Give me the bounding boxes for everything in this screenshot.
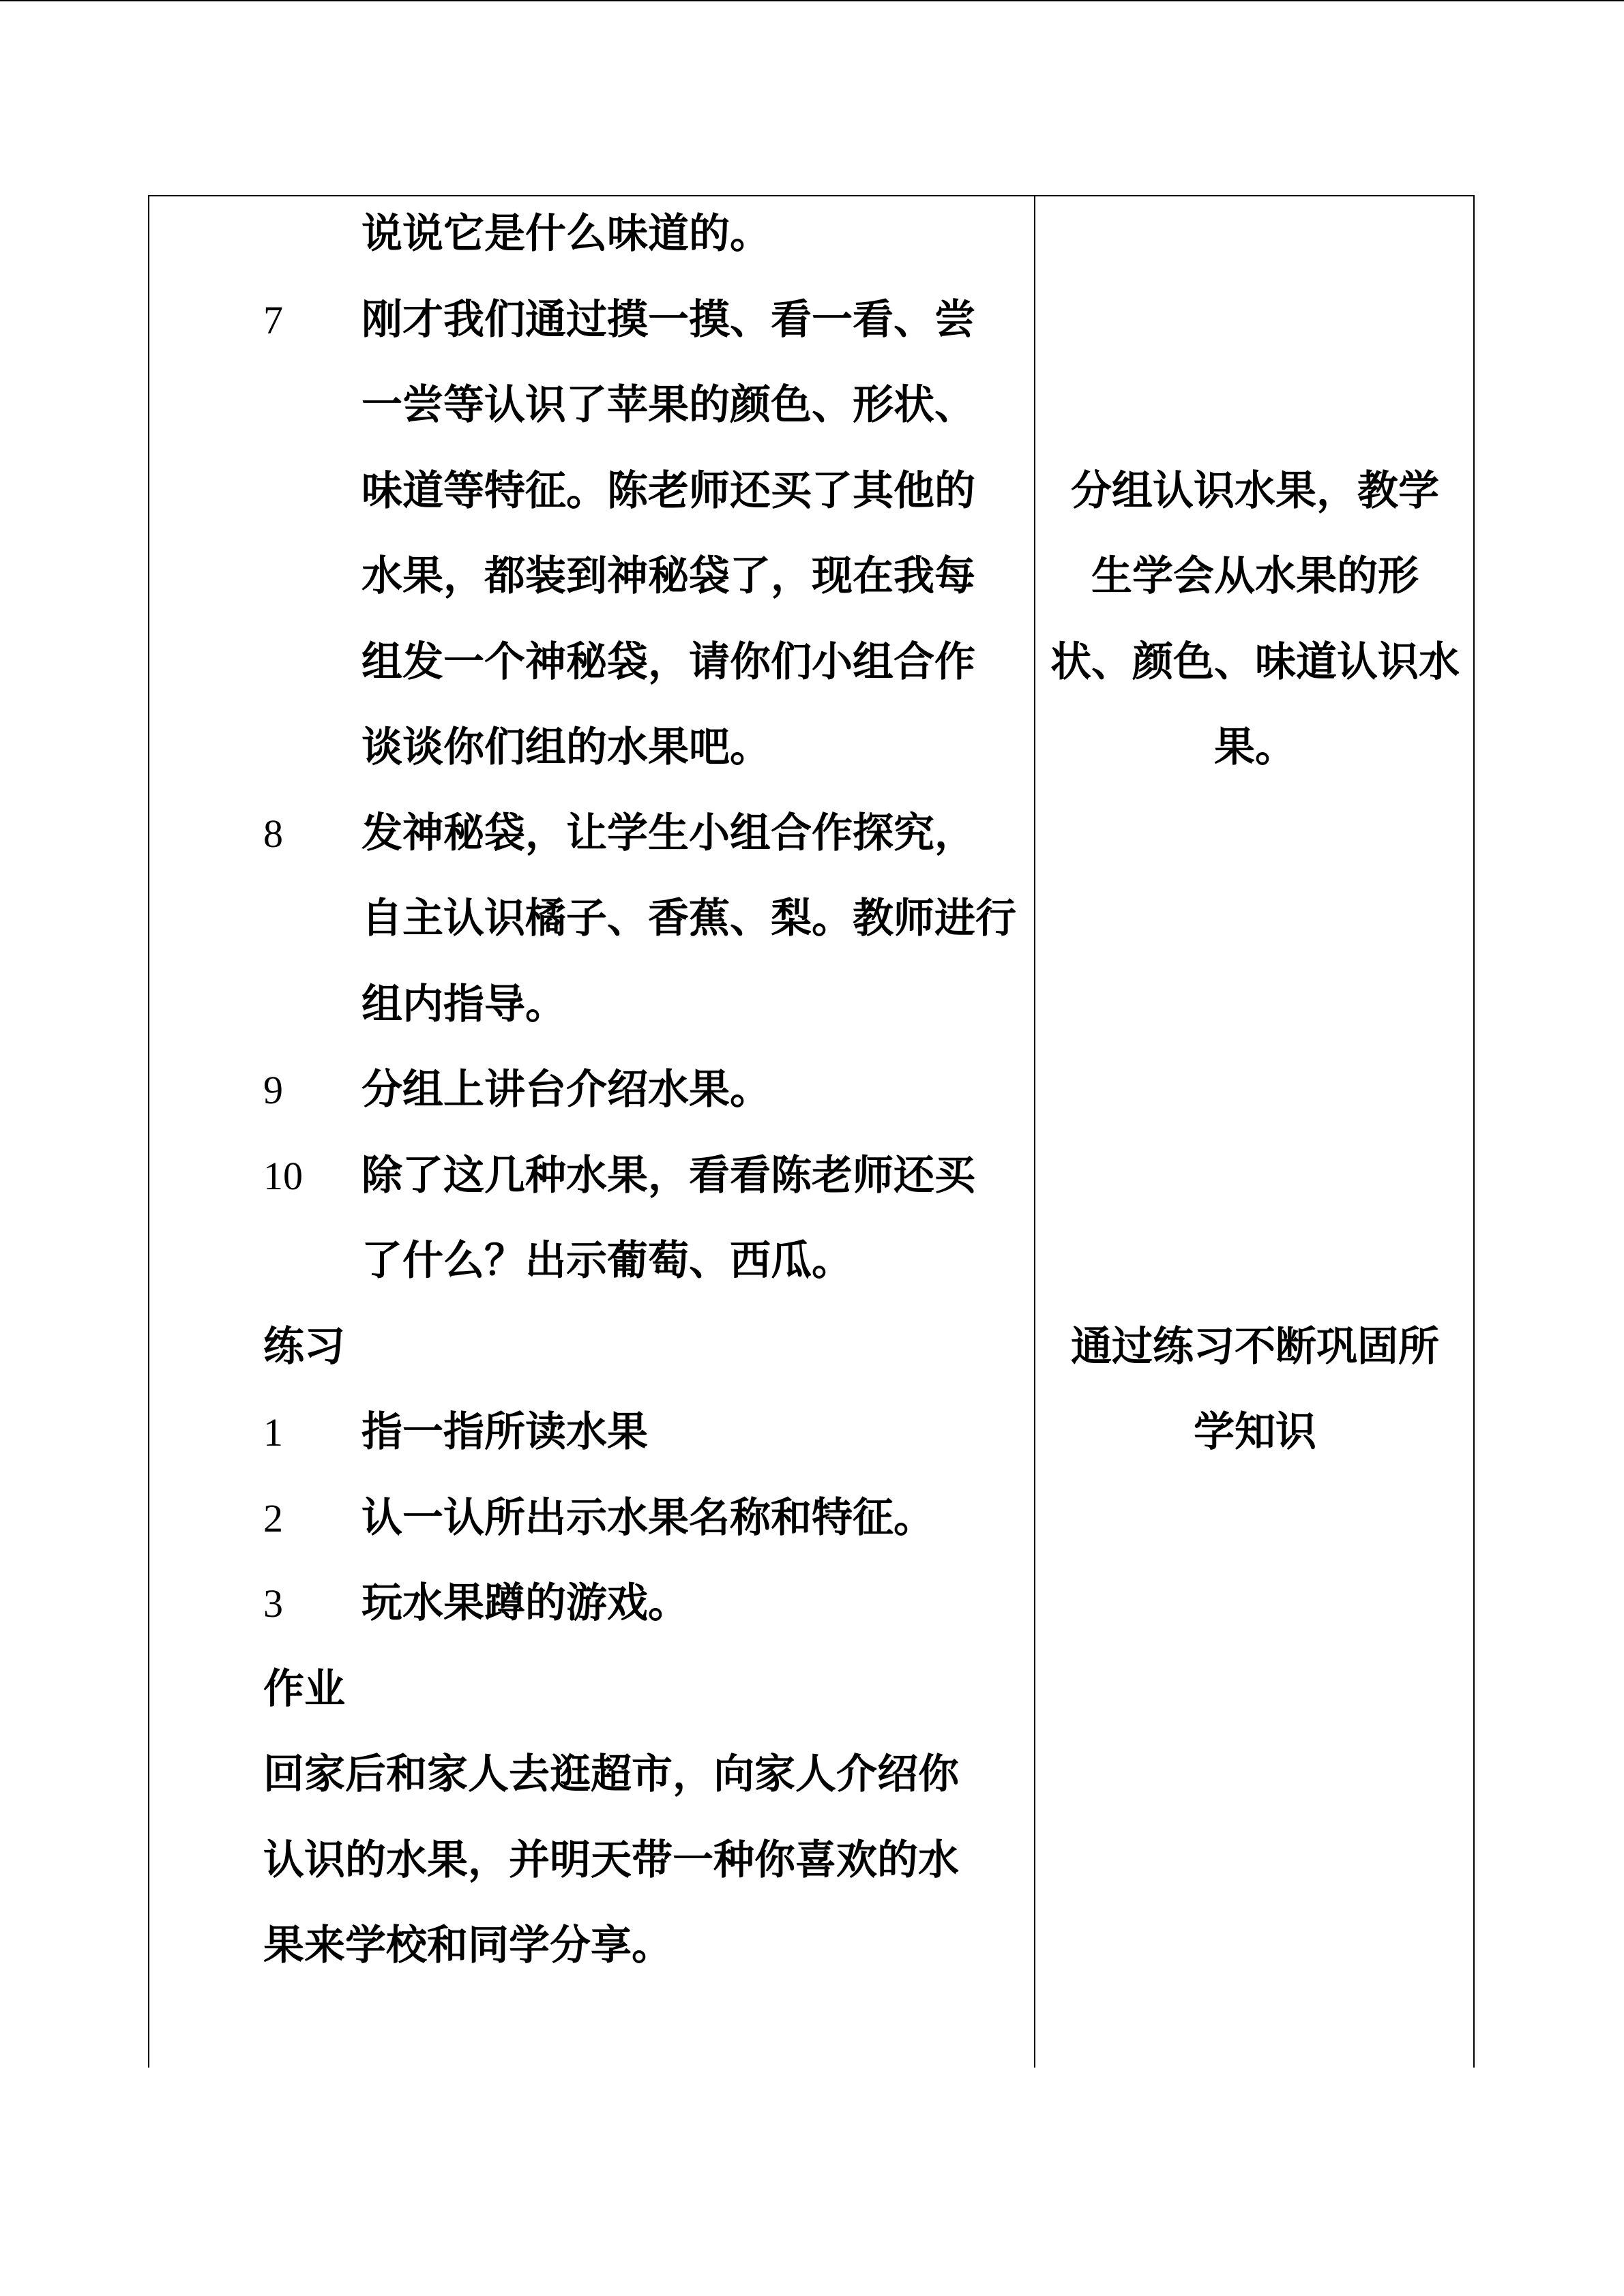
step-7-line bbox=[0, 363, 1034, 449]
step-7-line bbox=[0, 449, 1034, 535]
step-8-line bbox=[0, 962, 1034, 1048]
homework-line bbox=[0, 1732, 1034, 1818]
step-text: 了什么？出示葡萄、西瓜。 bbox=[361, 1237, 853, 1285]
step-9-line bbox=[0, 1047, 1034, 1133]
step-text: 水果，都装到神秘袋了，现在我每 bbox=[361, 552, 975, 600]
note-line: 生学会从水果的形 bbox=[1091, 552, 1419, 600]
step-10-line bbox=[0, 1219, 1034, 1304]
step-number: 10 bbox=[263, 1153, 303, 1198]
page-top-border bbox=[0, 0, 1624, 1]
homework-heading: 作业 bbox=[263, 1665, 345, 1713]
note-line: 分组认识水果，教学 bbox=[1071, 466, 1439, 515]
step-text: 发神秘袋，让学生小组合作探究， bbox=[361, 809, 975, 857]
step-text: 刚才我们通过摸一摸、看一看、尝 bbox=[361, 295, 975, 344]
step-8-line bbox=[0, 876, 1034, 962]
step-7-line bbox=[0, 278, 1034, 363]
step-8-line bbox=[0, 791, 1034, 877]
note-line: 状、颜色、味道认识水 bbox=[1050, 638, 1460, 686]
step-text: 组内指导。 bbox=[361, 980, 566, 1028]
step-7-line bbox=[0, 534, 1034, 620]
step-text: 一尝等认识了苹果的颜色、形状、 bbox=[361, 381, 975, 429]
design-note-group-recognition bbox=[1035, 449, 1475, 791]
step-text: 分组上讲台介绍水果。 bbox=[361, 1066, 771, 1114]
step-continuation-line bbox=[0, 192, 1034, 278]
practice-text: 指一指所读水果 bbox=[361, 1408, 648, 1456]
practice-item bbox=[0, 1390, 1034, 1476]
practice-item bbox=[0, 1561, 1034, 1647]
practice-heading-row bbox=[0, 1304, 1034, 1390]
practice-text: 玩水果蹲的游戏。 bbox=[361, 1579, 689, 1627]
step-text: 说说它是什么味道的。 bbox=[361, 210, 771, 258]
note-line: 学知识 bbox=[1194, 1408, 1316, 1456]
practice-number: 1 bbox=[263, 1410, 283, 1455]
step-text: 自主认识橘子、香蕉、梨。教师进行 bbox=[361, 895, 1016, 942]
step-number: 8 bbox=[263, 811, 283, 856]
step-number: 7 bbox=[263, 297, 283, 342]
practice-text: 认一认所出示水果名称和特征。 bbox=[361, 1493, 934, 1542]
step-10-line bbox=[0, 1133, 1034, 1219]
step-7-line bbox=[0, 705, 1034, 791]
practice-item bbox=[0, 1476, 1034, 1562]
homework-text: 回家后和家人去逛超市，向家人介绍你 bbox=[263, 1750, 959, 1798]
teaching-process-column bbox=[0, 192, 1034, 1989]
note-line: 果。 bbox=[1214, 724, 1296, 771]
practice-number: 2 bbox=[263, 1495, 283, 1540]
step-7-line bbox=[0, 620, 1034, 706]
practice-heading: 练习 bbox=[263, 1322, 345, 1371]
design-note-practice bbox=[1035, 1304, 1475, 1476]
homework-text: 认识的水果，并明天带一种你喜欢的水 bbox=[263, 1836, 959, 1884]
homework-text: 果来学校和同学分享。 bbox=[263, 1922, 673, 1969]
homework-heading-row bbox=[0, 1647, 1034, 1733]
step-number: 9 bbox=[263, 1068, 283, 1112]
homework-line bbox=[0, 1818, 1034, 1904]
practice-number: 3 bbox=[263, 1581, 283, 1626]
step-text: 谈谈你们组的水果吧。 bbox=[361, 724, 771, 771]
homework-line bbox=[0, 1903, 1034, 1989]
note-line: 通过练习不断巩固所 bbox=[1071, 1322, 1439, 1371]
step-text: 除了这几种水果，看看陈老师还买 bbox=[361, 1151, 975, 1199]
step-text: 组发一个神秘袋，请你们小组合作 bbox=[361, 638, 975, 686]
step-text: 味道等特征。陈老师还买了其他的 bbox=[361, 466, 975, 515]
